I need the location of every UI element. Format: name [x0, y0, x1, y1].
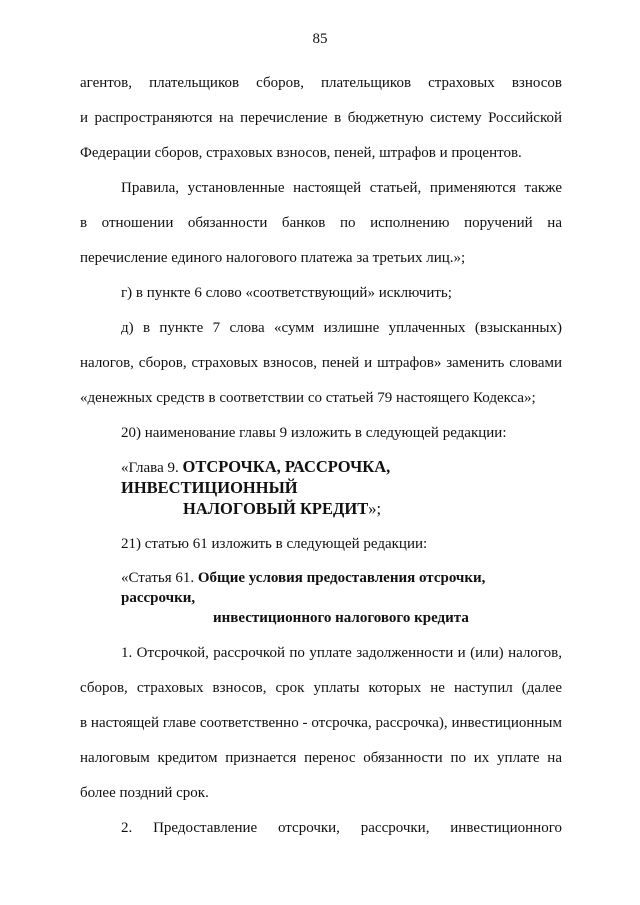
article-heading	[121, 568, 562, 628]
chapter-prefix: «Глава 9.	[121, 460, 183, 476]
chapter-title-line-2: НАЛОГОВЫЙ КРЕДИТ	[183, 499, 369, 518]
paragraph-2-line-3: перечисление единого налогового платежа за третьих лиц.»;	[80, 250, 466, 266]
paragraph-2-line-1: Правила, установленные настоящей статьей, применяются также	[121, 180, 562, 196]
paragraph-4-line-1: д) в пункте 7 слова «сумм излишне уплаченных (взысканных)	[121, 320, 562, 336]
paragraph-1-line-1: агентов, плательщиков сборов, плательщиков страховых взносов	[80, 75, 562, 91]
paragraph-7-line-4: налоговым кредитом признается перенос обязанности по их уплате на	[80, 750, 562, 766]
paragraph-3: г) в пункте 6 слово «соответствующий» исключить;	[121, 285, 452, 301]
paragraph-7-line-2: сборов, страховых взносов, срок уплаты которых не наступил (далее	[80, 680, 562, 696]
paragraph-4-line-3: «денежных средств в соответствии со статьей 79 настоящего Кодекса»;	[80, 390, 536, 406]
paragraph-7-line-3: в настоящей главе соответственно - отсрочка, рассрочка), инвестиционным	[80, 715, 562, 731]
paragraph-1-line-2: и распространяются на перечисление в бюджетную систему Российской	[80, 110, 562, 126]
paragraph-5: 20) наименование главы 9 изложить в следующей редакции:	[121, 425, 507, 441]
chapter-suffix: »;	[368, 499, 382, 518]
paragraph-7-line-5: более поздний срок.	[80, 785, 209, 801]
article-title-line-2: инвестиционного налогового кредита	[213, 610, 469, 626]
paragraph-1-line-3: Федерации сборов, страховых взносов, пеней, штрафов и процентов.	[80, 145, 522, 161]
paragraph-6: 21) статью 61 изложить в следующей редакции:	[121, 536, 428, 552]
page-number: 85	[312, 31, 328, 47]
article-title-line-1: Общие условия предоставления отсрочки, рассрочки,	[121, 570, 486, 606]
article-prefix: «Статья 61.	[121, 570, 198, 586]
chapter-heading	[121, 457, 562, 519]
paragraph-4-line-2: налогов, сборов, страховых взносов, пеней и штрафов» заменить словами	[80, 355, 562, 371]
paragraph-8-line-1: 2. Предоставление отсрочки, рассрочки, инвестиционного	[121, 820, 562, 836]
document-body	[80, 66, 562, 846]
chapter-title-line-1: ОТСРОЧКА, РАССРОЧКА, ИНВЕСТИЦИОННЫЙ	[121, 457, 391, 497]
paragraph-2-line-2: в отношении обязанности банков по исполнению поручений на	[80, 215, 562, 231]
paragraph-7-line-1: 1. Отсрочкой, рассрочкой по уплате задолженности и (или) налогов,	[121, 645, 562, 661]
